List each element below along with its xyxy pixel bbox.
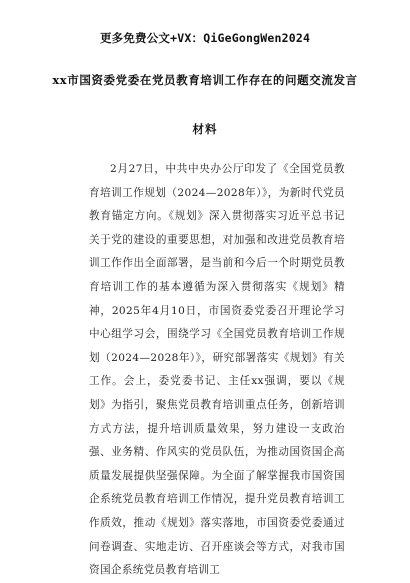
- promo-header: 更多免费公文+VX：QiGeGongWen2024: [99, 31, 311, 45]
- body-paragraph: 2月27日，中共中央办公厅印发了《全国党员教育培训工作规划（2024—2028年）》，为新时代党员教育锚定方向。《规划》深入贯彻落实习近平总书记关于党的建设的重要思想，对加强和改进党员教育培训工作作出全面部署，是当前和今后一个时期党员教育培训工作的基本遵循为深入贯彻落实《规划》精神，2025年4月10日，市国资委党委召开理论学习中心组学习会，围绕学习《全国党员教育培训工作规划（2024—2028年）》，研究部署落实《规划》有关工作。会上，委党委书记、主任xx强调，要以《规划》为指引，聚焦党员教育培训重点任务，创新培训方式方法，提升培训质量效果，努力建设一支政治强、业务精、作风实的党员队伍，为推动国资国企高质量发展提供坚强保障。为全面了解掌握我市国资国企系统党员教育培训工作情况，提升党员教育培训工作质效，推动《规划》落实落地，市国资委党委通过问卷调查、实地走访、召开座谈会等方式，对我市国资国企系统党员教育培训工: [89, 163, 345, 577]
- document-title: xx市国资委党委在党员教育培训工作存在的问题交流发言: [52, 73, 358, 87]
- document-subtitle: 材料: [192, 122, 218, 136]
